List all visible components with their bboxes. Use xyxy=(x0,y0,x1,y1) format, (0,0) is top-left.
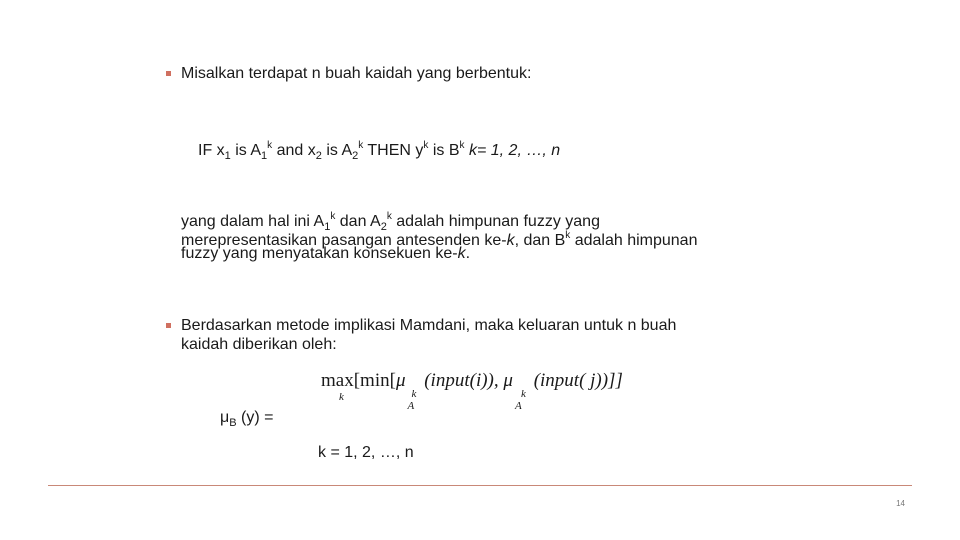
formula-max-subscript: k xyxy=(339,391,344,403)
explanation-line-2: merepresentasikan pasangan antesenden ke-k, dan $B^k$ adalah himpunan xyxy=(181,230,698,249)
formula-max-expression: max[min[μ A k (input(i)), μ A k (input( j))]] xyxy=(321,370,623,412)
explanation-line-1: yang dalam hal ini $A_1^k$ dan $A_2^k$ adalah himpunan fuzzy yang xyxy=(181,211,600,233)
rule-k-range: k= 1, 2, …, n xyxy=(468,142,561,159)
formula-lhs: $\mu_B$ (y) = xyxy=(220,409,274,429)
bullet-2-line-1: Berdasarkan metode implikasi Mamdani, maka keluaran untuk n buah xyxy=(181,317,677,334)
explanation-line-3: fuzzy yang menyatakan konsekuen ke-k. xyxy=(181,245,471,262)
bullet-marker xyxy=(166,71,171,76)
bullet-marker xyxy=(166,323,171,328)
bullet-1-text: Misalkan terdapat n buah kaidah yang berbentuk: xyxy=(181,65,532,82)
rule-line: IF $x_1$ is $A_1^k$ and $x_2$ is $A_2^k$ THEN $y^k$ is $B^k$ k= 1, 2, …, n xyxy=(198,140,561,162)
page-number: 14 xyxy=(896,499,905,508)
bullet-2-line-2: kaidah diberikan oleh: xyxy=(181,336,337,353)
footer-divider xyxy=(48,485,912,486)
formula-k-range: k = 1, 2, …, n xyxy=(318,444,414,461)
